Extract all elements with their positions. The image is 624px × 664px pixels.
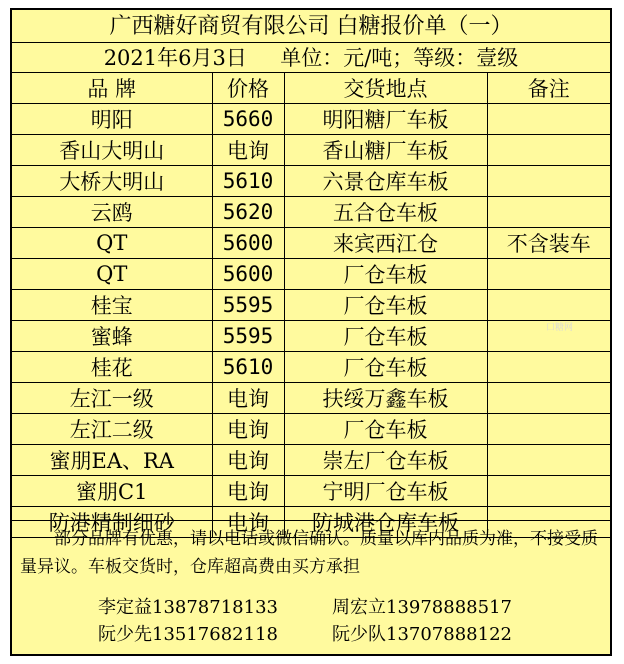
- location-cell: 厂仓车板: [284, 414, 487, 445]
- column-header-price: 价格: [212, 73, 284, 104]
- location-cell: 崇左厂仓车板: [284, 445, 487, 476]
- column-header-location: 交货地点: [284, 73, 487, 104]
- table-row: [12, 476, 610, 507]
- price-cell: 5595: [212, 321, 284, 352]
- note-cell: [487, 259, 610, 290]
- note-cell: [487, 352, 610, 383]
- price-cell: 5610: [212, 166, 284, 197]
- table-row: [12, 166, 610, 197]
- price-cell: 电询: [212, 135, 284, 166]
- table-row: [12, 445, 610, 476]
- price-cell: 5595: [212, 290, 284, 321]
- table-row: [12, 383, 610, 414]
- brand-cell: 左江一级: [12, 383, 212, 414]
- price-cell: 电询: [212, 507, 284, 538]
- location-cell: 厂仓车板: [284, 352, 487, 383]
- table-row: [12, 104, 610, 135]
- note-cell: [487, 445, 610, 476]
- brand-cell: 蜜朋C1: [12, 476, 212, 507]
- price-cell: 电询: [212, 414, 284, 445]
- table-row: [12, 228, 610, 259]
- price-sheet: [10, 8, 612, 656]
- note-cell: 不含装车: [487, 228, 610, 259]
- contacts-block: [12, 588, 610, 654]
- brand-cell: 左江二级: [12, 414, 212, 445]
- location-cell: 六景仓库车板: [284, 166, 487, 197]
- table-row: [12, 352, 610, 383]
- watermark: 口糖网: [546, 323, 574, 333]
- note-cell: [487, 166, 610, 197]
- notice-text: 部分品牌有优惠，请以电话或微信确认。质量以库内品质为准，不接受质量异议。车板交货时，仓库超高费由买方承担: [12, 520, 610, 584]
- location-cell: 扶绥万鑫车板: [284, 383, 487, 414]
- note-cell: [487, 197, 610, 228]
- contact-3: 阮少先13517682118: [98, 624, 278, 645]
- note-cell: [487, 135, 610, 166]
- brand-cell: 桂花: [12, 352, 212, 383]
- brand-cell: 香山大明山: [12, 135, 212, 166]
- table-row: [12, 259, 610, 290]
- price-table: [12, 73, 610, 538]
- location-cell: 来宾西江仓: [284, 228, 487, 259]
- location-cell: 厂仓车板: [284, 259, 487, 290]
- location-cell: 香山糖厂车板: [284, 135, 487, 166]
- price-cell: 5620: [212, 197, 284, 228]
- note-cell: [487, 383, 610, 414]
- price-cell: 电询: [212, 445, 284, 476]
- location-cell: 防城港仓库车板: [284, 507, 487, 538]
- table-row: [12, 290, 610, 321]
- brand-cell: 云鸥: [12, 197, 212, 228]
- location-cell: 五合仓车板: [284, 197, 487, 228]
- brand-cell: 蜜朋EA、RA: [12, 445, 212, 476]
- table-row: [12, 197, 610, 228]
- sheet-subtitle: 2021年6月3日 单位：元/吨；等级：壹级: [12, 43, 610, 73]
- contact-4: 阮少队13707888122: [332, 624, 512, 645]
- column-header-brand: 品 牌: [12, 73, 212, 104]
- price-cell: 5600: [212, 259, 284, 290]
- price-cell: 电询: [212, 383, 284, 414]
- sheet-title: 广西糖好商贸有限公司 白糖报价单（一）: [12, 10, 610, 43]
- location-cell: 明阳糖厂车板: [284, 104, 487, 135]
- note-cell: [487, 290, 610, 321]
- location-cell: 厂仓车板: [284, 321, 487, 352]
- brand-cell: 大桥大明山: [12, 166, 212, 197]
- column-header-note: 备注: [487, 73, 610, 104]
- brand-cell: 蜜蜂: [12, 321, 212, 352]
- brand-cell: QT: [12, 259, 212, 290]
- brand-cell: 桂宝: [12, 290, 212, 321]
- note-cell: [487, 104, 610, 135]
- note-cell: [487, 476, 610, 507]
- location-cell: 厂仓车板: [284, 290, 487, 321]
- contact-2: 周宏立13978888517: [332, 597, 512, 618]
- price-cell: 5610: [212, 352, 284, 383]
- note-cell: [487, 414, 610, 445]
- brand-cell: 明阳: [12, 104, 212, 135]
- price-cell: 电询: [212, 476, 284, 507]
- table-row: [12, 414, 610, 445]
- contact-1: 李定益13878718133: [98, 597, 278, 618]
- brand-cell: QT: [12, 228, 212, 259]
- table-row: [12, 135, 610, 166]
- table-header-row: [12, 73, 610, 104]
- price-cell: 5660: [212, 104, 284, 135]
- table-row: [12, 321, 610, 352]
- brand-cell: 防港精制细砂: [12, 507, 212, 538]
- location-cell: 宁明厂仓车板: [284, 476, 487, 507]
- price-cell: 5600: [212, 228, 284, 259]
